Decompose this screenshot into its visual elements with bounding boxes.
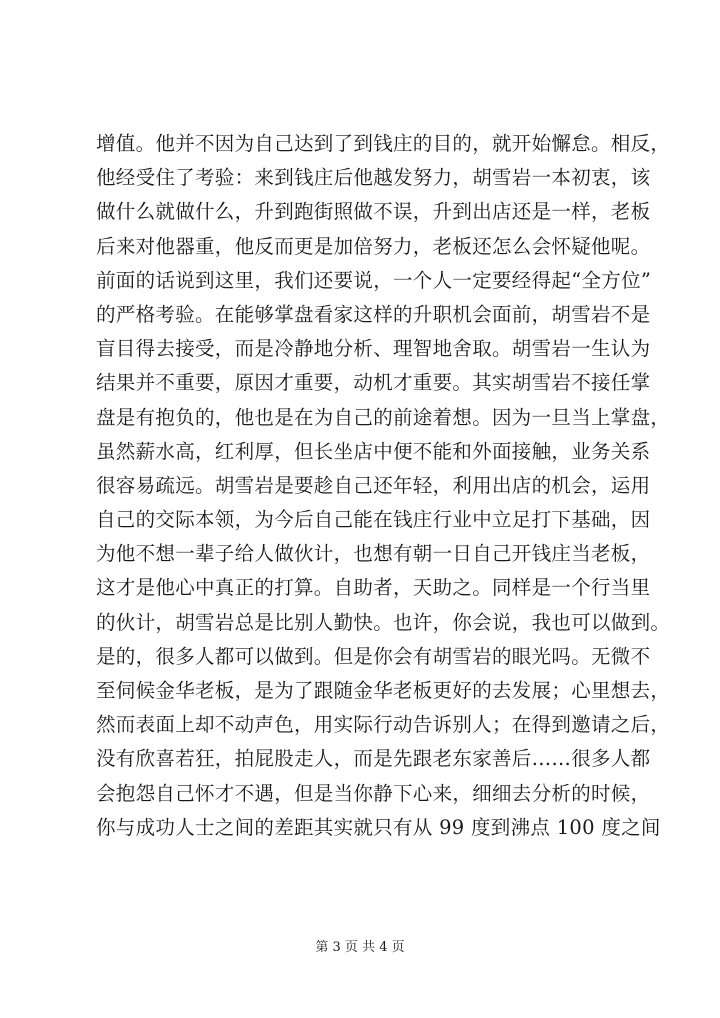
text-line: 盲目得去接受，而是冷静地分析、理智地舍取。胡雪岩一生认为 <box>96 337 651 361</box>
text-line: 结果并不重要，原因才重要，动机才重要。其实胡雪岩不接任掌 <box>96 371 651 395</box>
text-line: 这才是他心中真正的打算。自助者，天助之。同样是一个行当里 <box>96 576 651 600</box>
text-line: 你与成功人士之间的差距其实就只有从 99 度到沸点 100 度之间 <box>96 815 661 839</box>
text-line: 的严格考验。在能够掌盘看家这样的升职机会面前，胡雪岩不是 <box>96 302 651 326</box>
text-line: 后来对他器重，他反而更是加倍努力，老板还怎么会怀疑他呢。 <box>96 234 651 258</box>
text-line: 是的，很多人都可以做到。但是你会有胡雪岩的眼光吗。无微不 <box>96 644 651 668</box>
text-line: 没有欣喜若狂，拍屁股走人，而是先跟老东家善后……很多人都 <box>96 747 651 771</box>
text-line: 会抱怨自己怀才不遇，但是当你静下心来，细细去分析的时候， <box>96 781 651 805</box>
text-line: 虽然薪水高，红利厚，但长坐店中便不能和外面接触，业务关系 <box>96 439 651 463</box>
body-text <box>96 127 671 845</box>
text-line: 做什么就做什么，升到跑街照做不误，升到出店还是一样，老板 <box>96 200 651 224</box>
text-line: 增值。他并不因为自己达到了到钱庄的目的，就开始懈怠。相反， <box>96 132 671 155</box>
text-line: 他经受住了考验：来到钱庄后他越发努力，胡雪岩一本初衷，该 <box>96 166 651 190</box>
page-number: 第 3 页 共 4 页 <box>315 940 405 955</box>
text-line: 前面的话说到这里，我们还要说，一个人一定要经得起“全方位” <box>96 268 652 292</box>
text-line: 至伺候金华老板，是为了跟随金华老板更好的去发展；心里想去， <box>96 679 671 702</box>
text-line: 然而表面上却不动声色，用实际行动告诉别人；在得到邀请之后， <box>96 713 671 737</box>
text-line: 很容易疏远。胡雪岩是要趁自己还年轻，利用出店的机会，运用 <box>96 473 651 497</box>
page-footer <box>0 938 720 958</box>
text-line: 自己的交际本领，为今后自己能在钱庄行业中立足打下基础，因 <box>96 508 651 532</box>
text-line: 盘是有抱负的，他也是在为自己的前途着想。因为一旦当上掌盘， <box>96 405 671 429</box>
text-line: 的伙计，胡雪岩总是比别人勤快。也许，你会说，我也可以做到。 <box>96 610 671 634</box>
text-line: 为他不想一辈子给人做伙计，也想有朝一日自己开钱庄当老板， <box>96 542 651 566</box>
